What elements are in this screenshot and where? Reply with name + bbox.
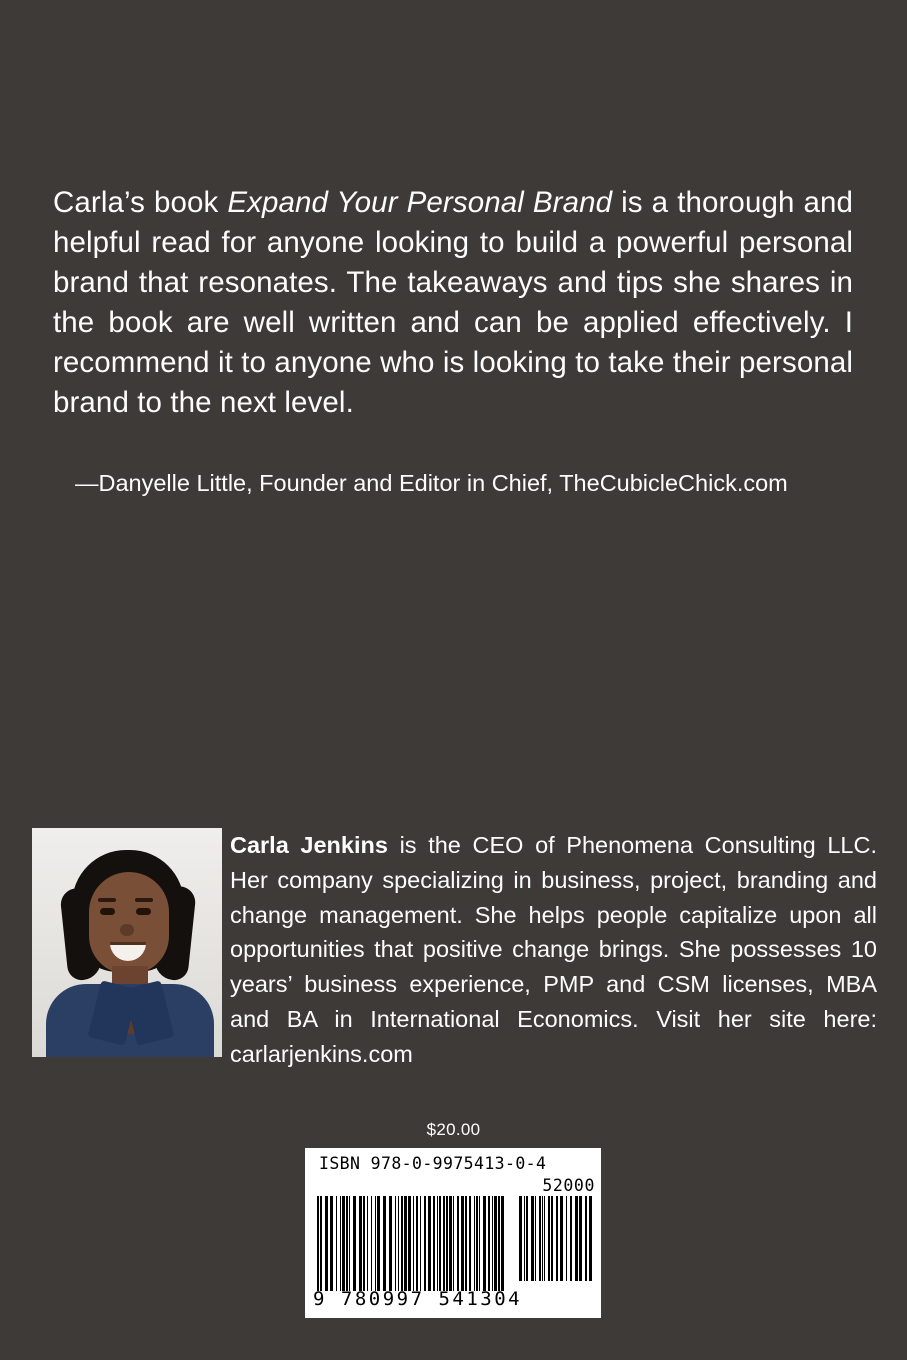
barcode-bar	[544, 1196, 545, 1281]
barcode-bar	[494, 1196, 497, 1291]
barcode-bar	[548, 1196, 550, 1281]
barcode-bar	[404, 1196, 407, 1291]
author-name: Carla Jenkins	[230, 832, 388, 858]
barcode-bar	[346, 1196, 348, 1291]
barcode-bar	[498, 1196, 500, 1291]
barcode-bar	[579, 1196, 582, 1281]
barcode-bar	[453, 1196, 454, 1291]
price-label: $20.00	[426, 1120, 481, 1139]
barcode-bar	[439, 1196, 441, 1291]
barcode-bar	[437, 1196, 438, 1291]
barcode-bar	[469, 1196, 471, 1291]
barcode-bar	[492, 1196, 493, 1291]
nose-shape	[120, 924, 134, 936]
barcode-bars-main	[317, 1196, 507, 1291]
barcode-bar	[531, 1196, 534, 1281]
barcode-bar	[488, 1196, 490, 1291]
book-title-italic: Expand Your Personal Brand	[227, 186, 613, 219]
barcode-bar	[526, 1196, 528, 1281]
barcode-bar	[330, 1196, 333, 1291]
barcode-bar	[359, 1196, 362, 1291]
barcode-bar	[320, 1196, 322, 1291]
barcode-bar	[519, 1196, 522, 1281]
barcode-bar	[401, 1196, 403, 1291]
barcode-bar	[413, 1196, 414, 1291]
barcode-bar	[349, 1196, 350, 1291]
barcode-bar	[398, 1196, 399, 1291]
barcode-bar	[585, 1196, 587, 1281]
barcode-bar	[342, 1196, 345, 1291]
barcode-bar	[461, 1196, 464, 1291]
barcode-bar	[474, 1196, 475, 1291]
barcode-bar	[336, 1196, 337, 1291]
eyebrow-left-shape	[98, 898, 116, 902]
barcode-bar	[476, 1196, 478, 1291]
barcode-bar	[428, 1196, 431, 1291]
eye-left-shape	[100, 908, 115, 915]
barcode-bar	[353, 1196, 356, 1291]
barcode-bar	[367, 1196, 368, 1291]
barcode-bar	[433, 1196, 435, 1291]
author-photo	[32, 828, 222, 1057]
barcode-bar	[325, 1196, 328, 1291]
barcode-bar	[483, 1196, 486, 1291]
barcode-bar	[408, 1196, 411, 1291]
barcode-bar	[501, 1196, 504, 1291]
barcode-bar	[375, 1196, 376, 1291]
barcode-bar	[524, 1196, 525, 1281]
barcode-bar	[589, 1196, 592, 1281]
barcode-bar	[535, 1196, 536, 1281]
barcode-bar	[416, 1196, 418, 1291]
barcode-bar	[551, 1196, 553, 1281]
barcode-bar	[363, 1196, 365, 1291]
barcode-bar	[443, 1196, 445, 1291]
barcode-bar	[420, 1196, 421, 1291]
blurb-text-part2: is a thorough and helpful read for anyone looking to build a powerful personal brand that resonates. The takeaways and tips she shares in the book are well written and can be applied effectively. I recommend it to anyone who is looking to take their personal brand to the next level.	[53, 186, 854, 419]
barcode-bar	[570, 1196, 572, 1281]
barcode-bar	[383, 1196, 386, 1291]
barcode-bar	[424, 1196, 426, 1291]
barcode-bar	[317, 1196, 319, 1291]
barcode-ean-digits: 9 780997 541304	[313, 1288, 523, 1310]
barcode-bar	[479, 1196, 480, 1291]
barcode-bar	[371, 1196, 372, 1291]
barcode-bar	[539, 1196, 541, 1281]
barcode-bar	[377, 1196, 380, 1291]
isbn-barcode	[305, 1148, 601, 1318]
isbn-text: ISBN 978-0-9975413-0-4	[319, 1154, 547, 1173]
barcode-bar	[575, 1196, 578, 1281]
barcode-bar	[542, 1196, 543, 1281]
barcode-bar	[457, 1196, 459, 1291]
author-bio-text	[230, 828, 877, 1072]
barcode-bar	[560, 1196, 563, 1281]
barcode-bars-addon	[519, 1196, 591, 1281]
eyebrow-right-shape	[135, 898, 153, 902]
barcode-bar	[566, 1196, 567, 1281]
barcode-bar	[449, 1196, 452, 1291]
barcode-addon-digits: 52000	[542, 1176, 595, 1195]
barcode-bar	[446, 1196, 448, 1291]
barcode-bar	[556, 1196, 558, 1281]
barcode-bar	[340, 1196, 341, 1291]
eye-right-shape	[136, 908, 151, 915]
author-bio-body: is the CEO of Phenomena Consulting LLC. Her company specializing in business, project, branding and change management. She helps people capitalize upon all opportunities that positive change brings. She possesses 10 years’ business experience, PMP and CSM licenses, MBA and BA in International Economics. Visit her site here: carlarjenkins.com	[230, 832, 877, 1067]
endorsement-blurb	[53, 183, 853, 423]
barcode-bar	[395, 1196, 396, 1291]
barcode-bar	[389, 1196, 392, 1291]
endorsement-attribution: —Danyelle Little, Founder and Editor in Chief, TheCubicleChick.com	[75, 470, 788, 496]
barcode-bar	[465, 1196, 467, 1291]
blurb-text-part1: Carla’s book	[53, 186, 228, 219]
